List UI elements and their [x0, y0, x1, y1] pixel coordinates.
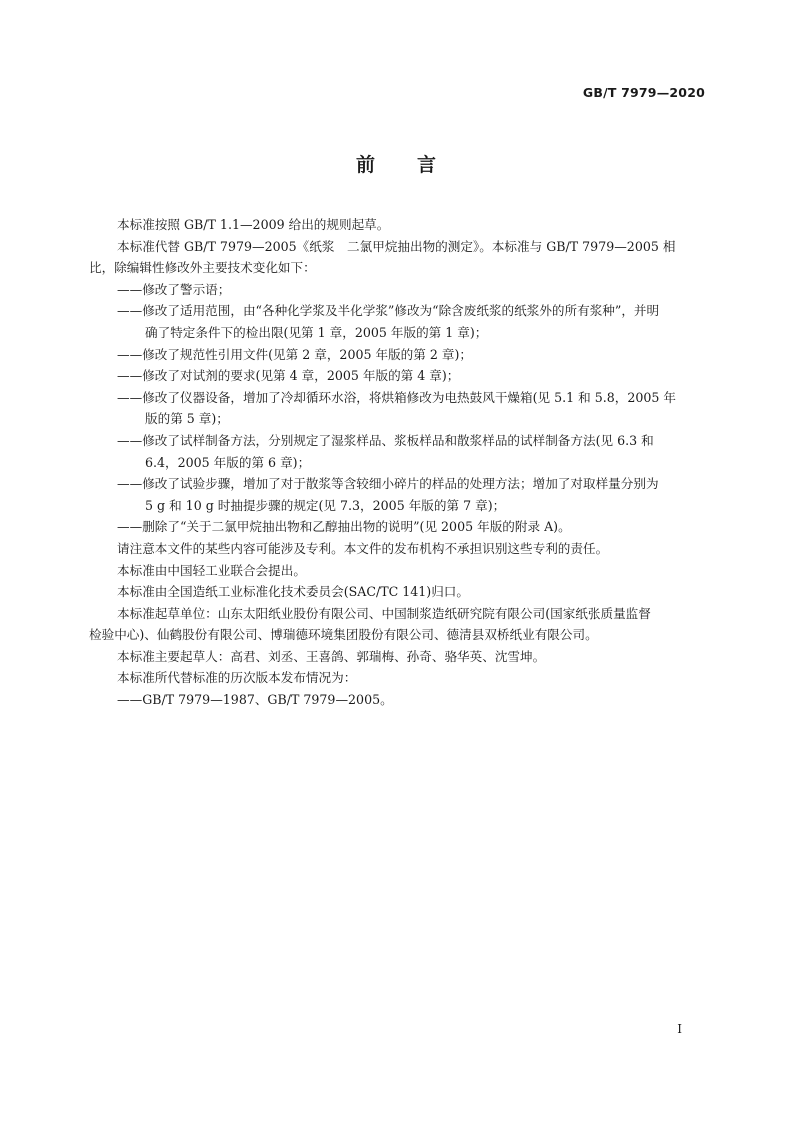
para-line: 本标准主要起草人：高君、刘丞、王喜鸽、郭瑞梅、孙奇、骆华英、沈雪坤。 [117, 648, 546, 664]
page-title [0, 150, 794, 177]
para-line: 本标准代替 GB/T 7979—2005《纸浆 二氯甲烷抽出物的测定》。本标准与 GB/T 7979—2005 相 [117, 238, 676, 254]
list-item-cont: 5 g 和 10 g 时抽提步骤的规定(见 7.3，2005 年版的第 7 章)； [145, 497, 506, 513]
list-item-cont: 确了特定条件下的检出限(见第 1 章，2005 年版的第 1 章)； [145, 324, 488, 340]
para-line: 本标准由全国造纸工业标准化技术委员会(SAC/TC 141)归口。 [117, 584, 469, 600]
list-item: ——删除了“关于二氯甲烷抽出物和乙醇抽出物的说明”(见 2005 年版的附录 A)。 [117, 519, 571, 535]
para-line: 请注意本文件的某些内容可能涉及专利。本文件的发布机构不承担识别这些专利的责任。 [117, 540, 609, 556]
list-item: ——修改了试验步骤，增加了对于散浆等含较细小碎片的样品的处理方法；增加了对取样量分别为 [117, 476, 659, 492]
title-char-2: 言 [417, 154, 439, 176]
para-line: 本标准起草单位：山东太阳纸业股份有限公司、中国制浆造纸研究院有限公司(国家纸张质量监督 [117, 605, 651, 621]
standard-code: GB/T 7979—2020 [582, 85, 705, 100]
list-item-cont: 版的第 5 章)； [145, 411, 229, 427]
list-item: ——修改了适用范围，由“各种化学浆及半化学浆”修改为“除含废纸浆的纸浆外的所有浆种”，并明 [117, 303, 660, 319]
page-number: I [677, 1022, 682, 1036]
list-item: ——修改了仪器设备，增加了冷却循环水浴，将烘箱修改为电热鼓风干燥箱(见 5.1 和 5.8，2005 年 [117, 389, 677, 405]
para-line: 比，除编辑性修改外主要技术变化如下： [89, 260, 316, 276]
list-item: ——GB/T 7979—1987、GB/T 7979—2005。 [117, 692, 393, 708]
para-line: 本标准由中国轻工业联合会提出。 [117, 562, 306, 578]
list-item: ——修改了警示语； [117, 281, 231, 297]
list-item: ——修改了规范性引用文件(见第 2 章，2005 年版的第 2 章)； [117, 346, 472, 362]
para-line: 检验中心)、仙鹤股份有限公司、博瑞德环境集团股份有限公司、德清县双桥纸业有限公司。 [89, 627, 598, 643]
list-item-cont: 6.4，2005 年版的第 6 章)； [145, 454, 311, 470]
para-line: 本标准按照 GB/T 1.1—2009 给出的规则起草。 [117, 217, 390, 232]
foreword-body [89, 214, 705, 711]
title-char-1: 前 [355, 154, 377, 176]
list-item: ——修改了试样制备方法，分别规定了湿浆样品、浆板样品和散浆样品的试样制备方法(见 6.3 和 [117, 432, 654, 448]
list-item: ——修改了对试剂的要求(见第 4 章，2005 年版的第 4 章)； [117, 368, 460, 384]
para-line: 本标准所代替标准的历次版本发布情况为： [117, 670, 357, 686]
